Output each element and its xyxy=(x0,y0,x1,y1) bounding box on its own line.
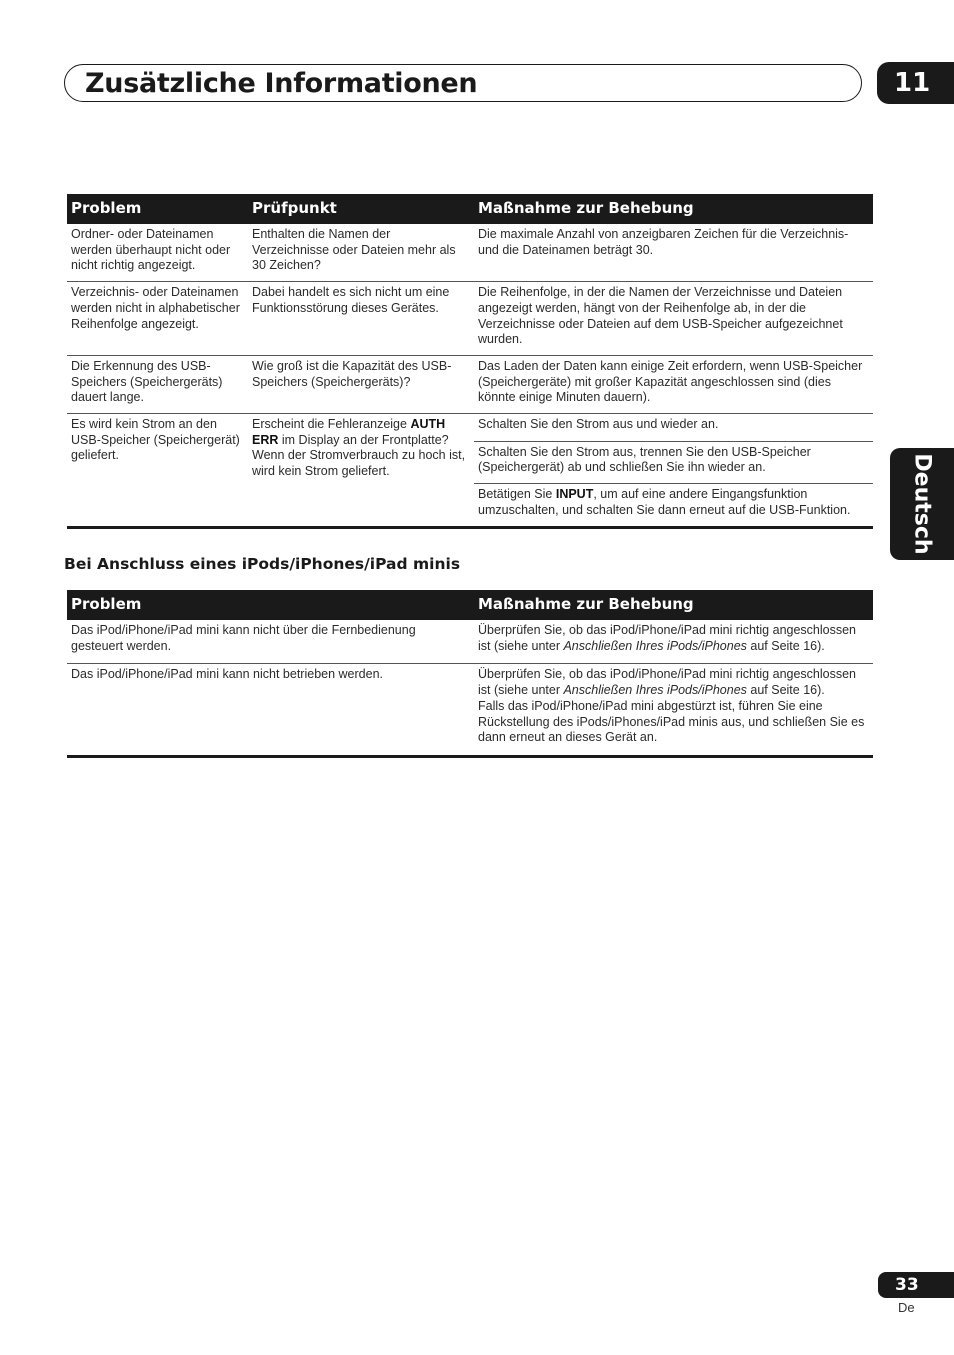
column-header-problem: Problem xyxy=(67,590,474,620)
remedy-text: Überprüfen Sie, ob das iPod/iPhone/iPad mini richtig angeschlossen ist (siehe unter xyxy=(478,667,857,698)
problem-cell: Verzeichnis- oder Dateinamen werden nicht in alphabetischer Reihenfolge angezeigt. xyxy=(67,282,248,356)
table-header-row xyxy=(67,194,873,224)
check-text: Erscheint die Fehleranzeige xyxy=(252,417,411,432)
table-row xyxy=(67,282,873,356)
table-row xyxy=(67,355,873,413)
remedy-text: Betätigen Sie xyxy=(478,487,556,502)
remedy-cell xyxy=(474,484,873,527)
check-cell: Dabei handelt es sich nicht um eine Funktionsstörung dieses Gerätes. xyxy=(248,282,474,356)
check-text: im Display an der Frontplatte? Wenn der Stromverbrauch zu hoch ist, wird kein Strom geliefert. xyxy=(252,432,466,479)
input-button-name: INPUT xyxy=(555,487,594,502)
language-tab xyxy=(890,448,954,560)
ipod-troubleshooting-table xyxy=(67,590,873,758)
check-cell: Enthalten die Namen der Verzeichnisse oder Dateien mehr als 30 Zeichen? xyxy=(252,227,456,273)
table-row xyxy=(67,664,873,757)
chapter-header xyxy=(64,64,862,102)
usb-troubleshooting-table xyxy=(67,194,873,529)
page-title: Zusätzliche Informationen xyxy=(85,68,478,99)
check-cell: Wie groß ist die Kapazität des USB-Speichers (Speichergeräts)? xyxy=(248,355,474,413)
remedy-text: , um auf eine andere Eingangsfunktion umzuschalten, und schalten Sie dann erneut auf die USB-Funktion. xyxy=(478,487,851,517)
column-header-problem: Problem xyxy=(67,194,248,224)
remedy-cell xyxy=(474,664,873,757)
problem-cell: Das iPod/iPhone/iPad mini kann nicht betrieben werden. xyxy=(67,664,474,757)
remedy-cell: Die maximale Anzahl von anzeigbaren Zeichen für die Verzeichnis- und die Dateinamen beträgt 30. xyxy=(478,227,849,257)
problem-cell: Das iPod/iPhone/iPad mini kann nicht über die Fernbedienung gesteuert werden. xyxy=(71,623,416,653)
remedy-cell: Schalten Sie den Strom aus und wieder an. xyxy=(474,414,873,442)
language-tab-label: Deutsch xyxy=(909,453,935,555)
table-header-row xyxy=(67,590,873,620)
reference-title: Anschließen Ihres iPods/iPhones xyxy=(563,683,747,698)
chapter-number-badge: 11 xyxy=(877,62,954,104)
problem-cell: Die Erkennung des USB-Speichers (Speichergeräts) dauert lange. xyxy=(67,355,248,413)
page-number-badge: 33 xyxy=(878,1272,954,1298)
remedy-text: auf Seite 16). xyxy=(746,683,825,698)
problem-cell: Es wird kein Strom an den USB-Speicher (Speichergerät) geliefert. xyxy=(67,414,248,528)
table-row xyxy=(67,414,873,442)
column-header-check: Prüfpunkt xyxy=(248,194,474,224)
section-heading-ipod: Bei Anschluss eines iPods/iPhones/iPad minis xyxy=(64,555,461,573)
check-cell xyxy=(248,414,474,528)
remedy-cell: Die Reihenfolge, in der die Namen der Verzeichnisse und Dateien angezeigt werden, hängt von der Reihenfolge ab, in der die Verzeichnisse oder Dateien auf dem USB-Speicher aufgezeichnet wurden. xyxy=(474,282,873,356)
remedy-text: Überprüfen Sie, ob das iPod/iPhone/iPad mini richtig angeschlossen ist (siehe unter xyxy=(478,623,857,653)
remedy-cell: Schalten Sie den Strom aus, trennen Sie den USB-Speicher (Speichergerät) ab und schließen Sie ihn wieder an. xyxy=(474,441,873,483)
problem-cell: Ordner- oder Dateinamen werden überhaupt nicht oder nicht richtig angezeigt. xyxy=(71,227,231,273)
column-header-remedy: Maßnahme zur Behebung xyxy=(474,194,873,224)
remedy-text: auf Seite 16). xyxy=(746,638,825,653)
remedy-cell xyxy=(474,620,873,664)
remedy-cell: Das Laden der Daten kann einige Zeit erfordern, wenn USB-Speicher (Speichergeräte) mit großer Kapazität angeschlossen sind (dies könnte einige Minuten dauern). xyxy=(474,355,873,413)
table-row xyxy=(67,224,873,282)
remedy-text: Falls das iPod/iPhone/iPad mini abgestürzt ist, führen Sie eine Rückstellung des iPods/iPhones/iPad minis aus, und schließen Sie es dann erneut an dieses Gerät an. xyxy=(478,698,865,745)
column-header-remedy: Maßnahme zur Behebung xyxy=(474,590,873,620)
reference-title: Anschließen Ihres iPods/iPhones xyxy=(563,638,747,653)
error-code: AUTH ERR xyxy=(252,417,446,447)
page-language-code: De xyxy=(898,1300,915,1315)
table-row xyxy=(67,620,873,664)
